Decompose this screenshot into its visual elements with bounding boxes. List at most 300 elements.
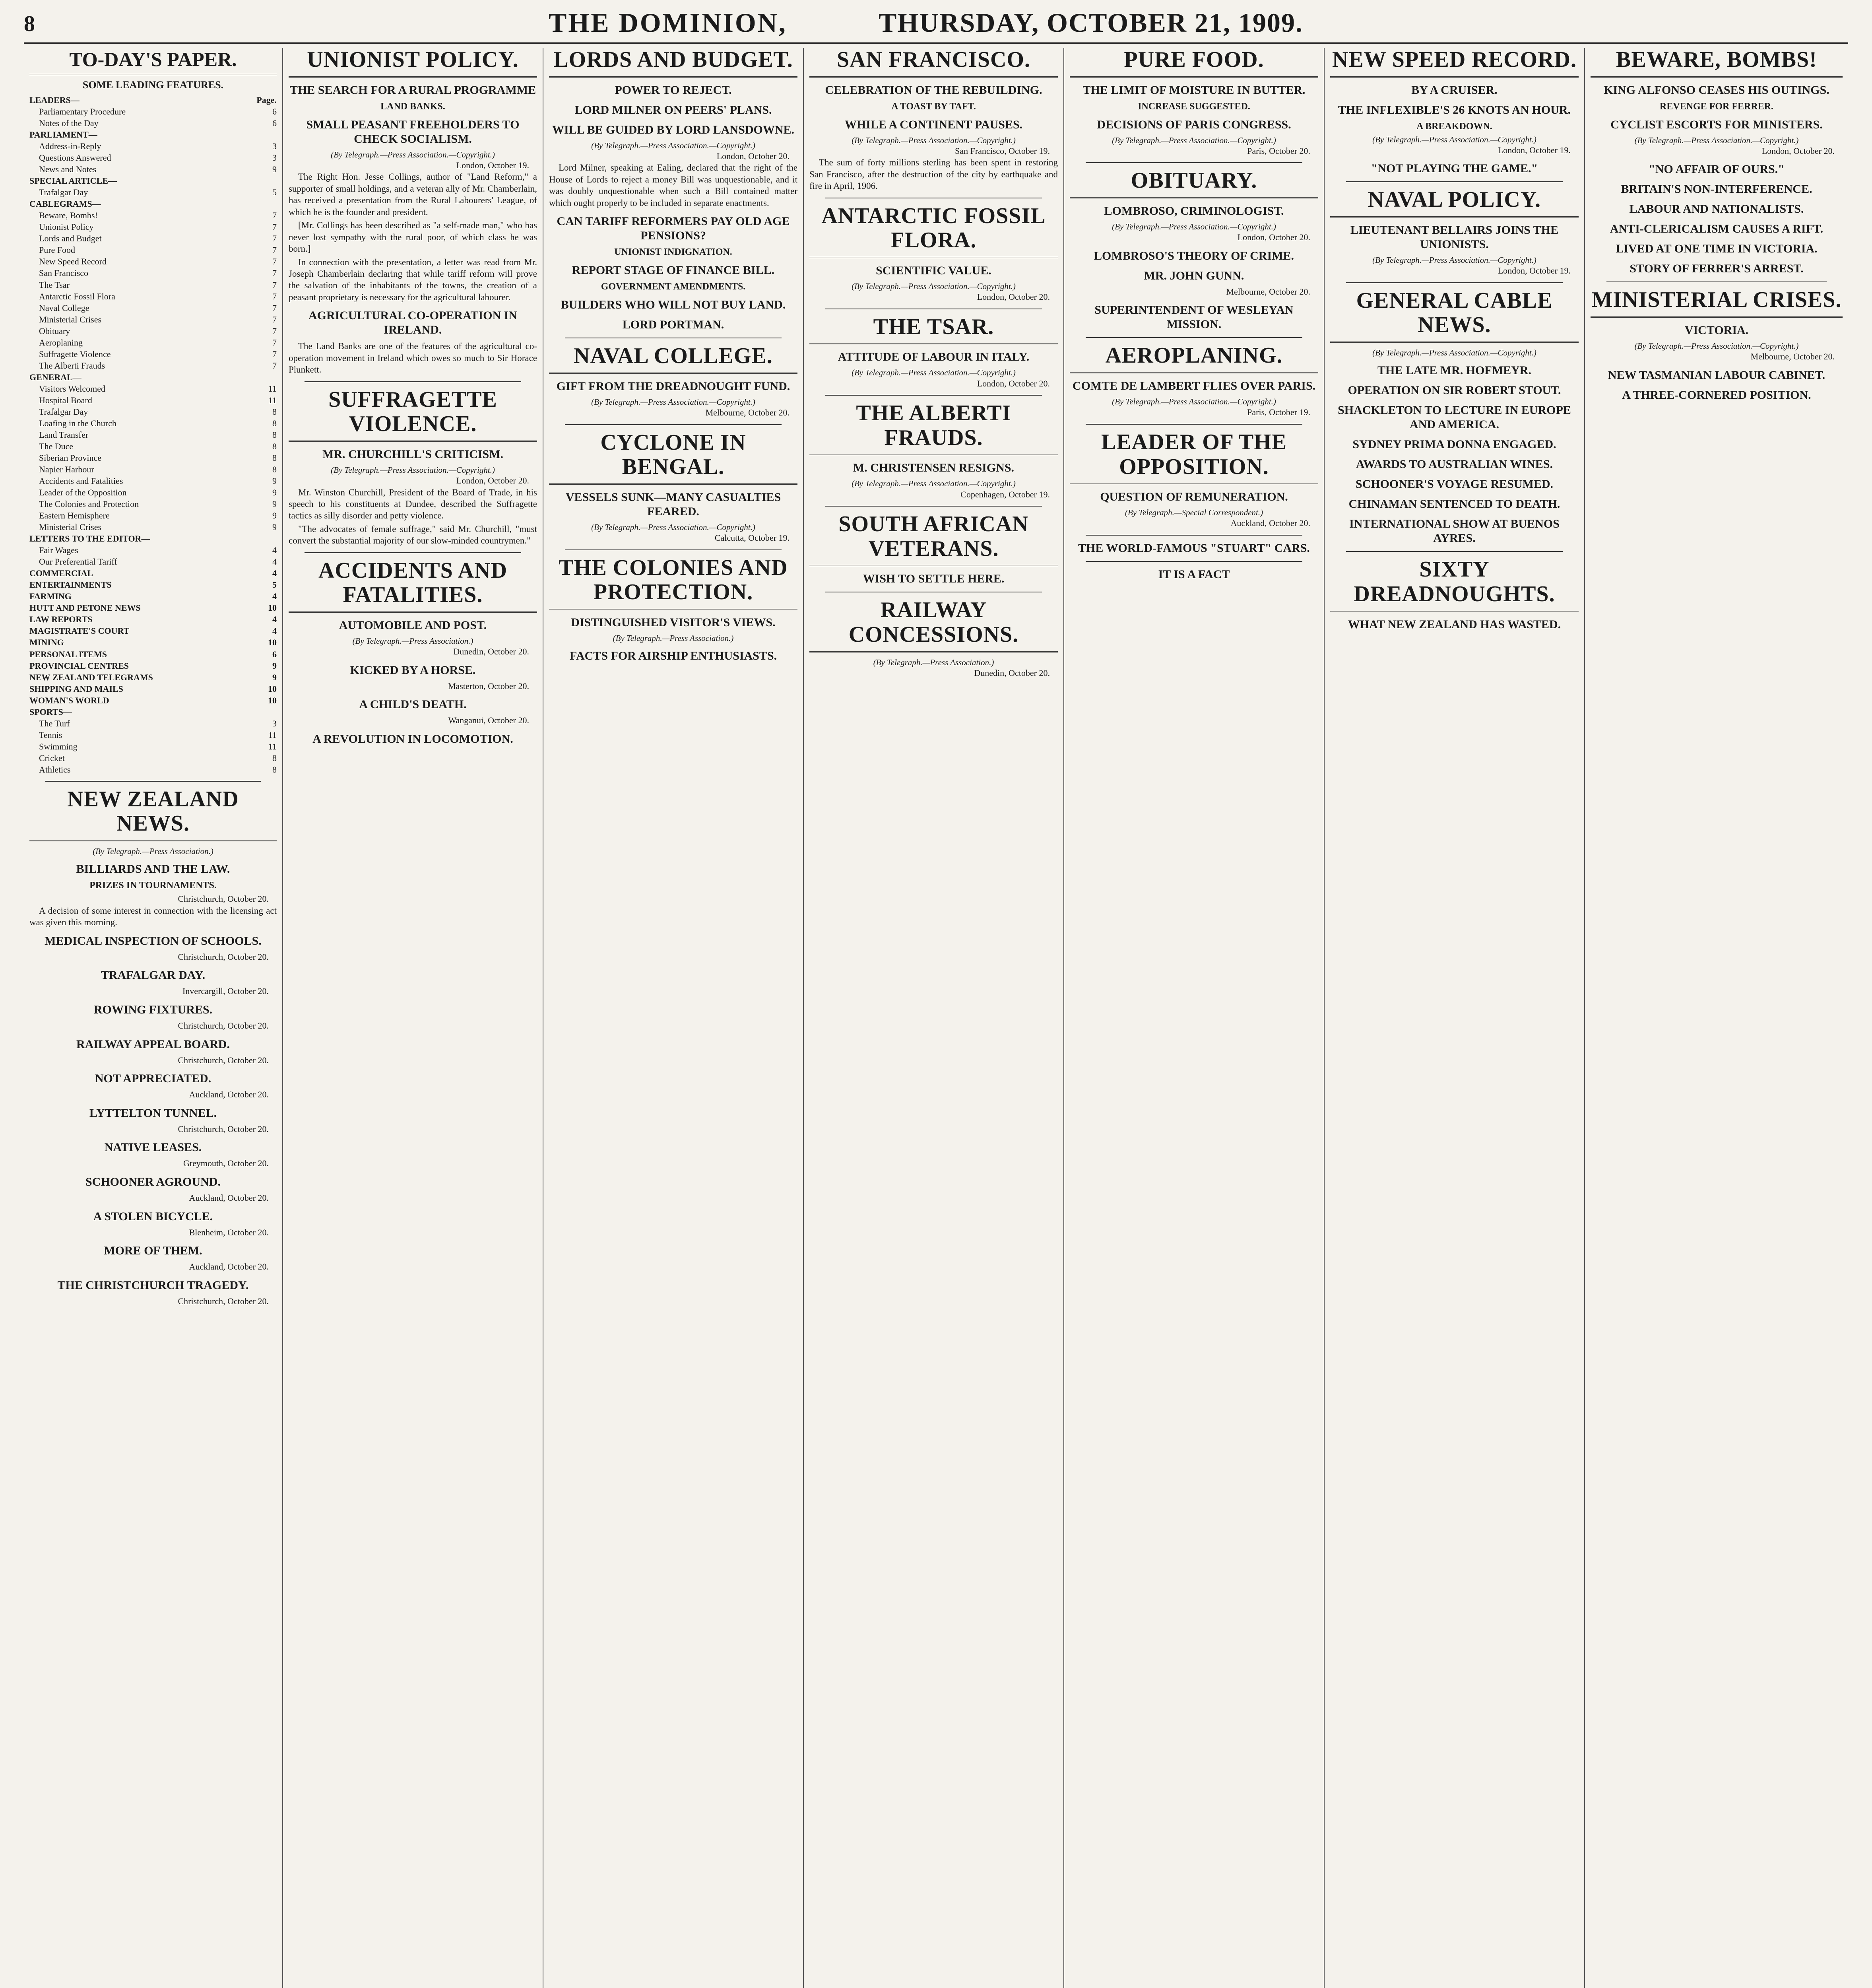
contents-page: 3: [272, 141, 277, 151]
contents-title: TO-DAY'S PAPER.: [29, 48, 277, 75]
contents-label: Naval College: [39, 303, 89, 313]
minor-headline: INCREASE SUGGESTED.: [1138, 101, 1250, 112]
subheadline: SMALL PEASANT FREEHOLDERS TO CHECK SOCIALISM.: [306, 118, 520, 146]
contents-page: [273, 129, 277, 140]
dateline: London, October 20.: [716, 151, 790, 161]
dateline: Dunedin, October 20.: [974, 668, 1050, 678]
contents-row: [29, 256, 277, 267]
contents-label: Accidents and Fatalities: [39, 476, 123, 486]
dateline: Christchurch, October 20.: [178, 951, 269, 962]
contents-page: 7: [272, 222, 277, 232]
headline: NEW SPEED RECORD.: [1330, 48, 1579, 78]
wire-credit: (By Telegraph.—Press Association.—Copyright.): [852, 135, 1016, 145]
subheadline: LYTTELTON TUNNEL.: [89, 1106, 217, 1120]
contents-page: 10: [268, 603, 277, 613]
headline: ACCIDENTS AND FATALITIES.: [289, 559, 537, 613]
dateline: Copenhagen, October 19.: [960, 489, 1050, 499]
contents-page: 10: [268, 683, 277, 694]
subheadline: A CHILD'S DEATH.: [359, 698, 467, 711]
subheadline: FACTS FOR AIRSHIP ENTHUSIASTS.: [569, 649, 777, 663]
contents-row: [29, 567, 277, 579]
contents-row: [29, 221, 277, 233]
column-rule: [305, 552, 521, 553]
paragraph: The Right Hon. Jesse Collings, author of "Land Reform," a supporter of small holdings, and a veteran ally of Mr. Chamberlain, has received a presentation from the Rural Labourers' League, of which he is the founder and president.: [289, 172, 537, 217]
dateline: Dunedin, October 20.: [453, 646, 529, 657]
headline: MINISTERIAL CRISES.: [1591, 288, 1843, 318]
contents-label: HUTT AND PETONE NEWS: [29, 603, 141, 613]
dateline: Masterton, October 20.: [448, 681, 529, 691]
contents-label: SPORTS—: [29, 707, 72, 717]
subheadline: NATIVE LEASES.: [104, 1141, 202, 1154]
column-rule: [825, 395, 1042, 396]
contents-page: Page.: [256, 95, 277, 105]
contents-page: 6: [272, 649, 277, 659]
contents-row: [29, 660, 277, 672]
headline: BEWARE, BOMBS!: [1591, 48, 1843, 78]
contents-page: 6: [272, 107, 277, 117]
subheadline: A REVOLUTION IN LOCOMOTION.: [312, 732, 513, 746]
contents-label: LETTERS TO THE EDITOR—: [29, 534, 150, 544]
contents-label: LAW REPORTS: [29, 614, 93, 625]
dateline: San Francisco, October 19.: [955, 146, 1050, 156]
subheadline: CELEBRATION OF THE REBUILDING.: [825, 83, 1042, 97]
wire-credit: (By Telegraph.—Press Association.—Copyright.): [1372, 255, 1536, 265]
contents-label: Ministerial Crises: [39, 522, 102, 532]
subheadline: COMTE DE LAMBERT FLIES OVER PARIS.: [1072, 379, 1316, 393]
dateline: Invercargill, October 20.: [182, 986, 269, 996]
subheadline: STORY OF FERRER'S ARREST.: [1630, 262, 1804, 276]
contents-page: 10: [268, 695, 277, 705]
contents-label: Hospital Board: [39, 395, 92, 405]
contents-page: 7: [272, 210, 277, 221]
subheadline: ROWING FIXTURES.: [93, 1003, 213, 1016]
headline: NAVAL COLLEGE.: [549, 344, 797, 374]
wire-credit: (By Telegraph.—Special Correspondent.): [1125, 508, 1263, 518]
contents-label: LEADERS—: [29, 95, 80, 105]
subheadline: BRITAIN'S NON-INTERFERENCE.: [1621, 182, 1812, 196]
dateline: London, October 20.: [456, 476, 529, 485]
minor-headline: A TOAST BY TAFT.: [891, 101, 976, 112]
paragraph: A decision of some interest in connection with the licensing act was given this morning.: [29, 905, 277, 928]
contents-label: Aeroplaning: [39, 337, 83, 348]
wire-credit: (By Telegraph.—Press Association.—Copyright.): [331, 149, 495, 159]
subheadline: ANTI-CLERICALISM CAUSES A RIFT.: [1610, 222, 1824, 236]
contents-row: [29, 579, 277, 590]
contents-label: The Duce: [39, 441, 74, 451]
headline: CYCLONE IN BENGAL.: [549, 431, 797, 485]
contents-page: 9: [272, 522, 277, 532]
contents-row: [29, 487, 277, 498]
contents-label: Unionist Policy: [39, 222, 94, 232]
contents-label: Obituary: [39, 326, 70, 336]
contents-page: 4: [272, 545, 277, 555]
contents-page: 4: [272, 568, 277, 579]
contents-label: Suffragette Violence: [39, 349, 111, 359]
contents-label: ENTERTAINMENTS: [29, 580, 112, 590]
contents-page: 3: [272, 153, 277, 163]
contents-row: [29, 325, 277, 337]
headline: THE TSAR.: [809, 315, 1058, 345]
dateline: Auckland, October 20.: [1230, 518, 1310, 528]
contents-row: [29, 695, 277, 706]
subheadline: NOT APPRECIATED.: [95, 1072, 211, 1085]
column-rule: [825, 506, 1042, 507]
contents-page: 6: [272, 118, 277, 128]
dateline: Wanganui, October 20.: [448, 715, 529, 726]
column-rule: [1086, 162, 1302, 163]
contents-row: [29, 683, 277, 695]
contents-page: 5: [272, 580, 277, 590]
contents-page: 10: [268, 637, 277, 648]
contents-page: 8: [272, 441, 277, 451]
dateline: Christchurch, October 20.: [178, 894, 269, 904]
contents-label: Pure Food: [39, 245, 76, 255]
dateline: Auckland, October 20.: [189, 1262, 269, 1272]
contents-label: NEW ZEALAND TELEGRAMS: [29, 672, 153, 682]
contents-subtitle: SOME LEADING FEATURES.: [82, 79, 224, 91]
subheadline: CAN TARIFF REFORMERS PAY OLD AGE PENSIONS?: [557, 215, 790, 243]
paragraph: The Land Banks are one of the features of the agricultural co-operation movement in Ireland which owes so much to Sir Horace Plunkett.: [289, 341, 537, 375]
contents-page: 7: [272, 337, 277, 348]
contents-label: FARMING: [29, 591, 72, 602]
contents-page: 3: [272, 718, 277, 728]
contents-page: 7: [272, 268, 277, 278]
contents-page: 9: [272, 476, 277, 486]
wire-credit: (By Telegraph.—Press Association.): [93, 846, 213, 856]
contents-page: 9: [272, 487, 277, 498]
headline: LORDS AND BUDGET.: [549, 48, 797, 78]
contents-row: [29, 625, 277, 637]
contents-label: Antarctic Fossil Flora: [39, 291, 115, 301]
contents-row: [29, 94, 277, 106]
contents-page: 7: [272, 314, 277, 324]
subheadline: RAILWAY APPEAL BOARD.: [76, 1037, 230, 1051]
contents-label: SHIPPING AND MAILS: [29, 683, 123, 694]
contents-row: [29, 244, 277, 256]
dateline: London, October 20.: [977, 378, 1050, 388]
subheadline: WHAT NEW ZEALAND HAS WASTED.: [1348, 617, 1561, 631]
subheadline: ATTITUDE OF LABOUR IN ITALY.: [838, 350, 1030, 364]
minor-headline: LAND BANKS.: [380, 101, 445, 112]
wire-credit: (By Telegraph.—Press Association.—Copyright.): [1372, 134, 1536, 144]
wire-credit: (By Telegraph.—Press Association.—Copyright.): [1112, 397, 1276, 407]
subheadline: SCIENTIFIC VALUE.: [876, 264, 991, 277]
contents-label: Tennis: [39, 730, 62, 740]
paragraph: Mr. Winston Churchill, President of the Board of Trade, in his speech to his constituents at Dundee, described the Suffragette tactics as silly disorder and petty violence.: [289, 487, 537, 521]
contents-label: MINING: [29, 637, 64, 648]
contents-page: 7: [272, 303, 277, 313]
contents-page: 7: [272, 280, 277, 290]
contents-row: [29, 140, 277, 152]
headline: THE ALBERTI FRAUDS.: [809, 401, 1058, 455]
dateline: Paris, October 19.: [1247, 407, 1310, 417]
dateline: London, October 20.: [1237, 232, 1310, 243]
paper-name: THE DOMINION,: [549, 8, 787, 38]
contents-row: [29, 752, 277, 764]
contents-row: [29, 590, 277, 602]
dateline: London, October 19.: [456, 160, 529, 170]
column-rule: [1346, 181, 1563, 182]
contents-page: 8: [272, 753, 277, 763]
minor-headline: A BREAKDOWN.: [1416, 121, 1492, 132]
contents-page: 5: [272, 187, 277, 198]
contents-label: The Tsar: [39, 280, 70, 290]
subheadline: SUPERINTENDENT OF WESLEYAN MISSION.: [1094, 303, 1294, 331]
contents-label: New Speed Record: [39, 256, 107, 267]
contents-label: Trafalgar Day: [39, 187, 88, 198]
contents-label: Fair Wages: [39, 545, 78, 555]
contents-label: Visitors Welcomed: [39, 383, 105, 394]
contents-page: 8: [272, 418, 277, 428]
wire-credit: (By Telegraph.—Press Association.—Copyright.): [852, 368, 1016, 378]
subheadline: DECISIONS OF PARIS CONGRESS.: [1097, 118, 1291, 131]
subheadline: BILLIARDS AND THE LAW.: [76, 862, 230, 876]
dateline: Greymouth, October 20.: [183, 1158, 269, 1169]
headline: PURE FOOD.: [1070, 48, 1318, 78]
dateline: London, October 19.: [1498, 266, 1571, 276]
column-rule: [565, 549, 782, 550]
column-san-francisco: [803, 48, 1063, 1988]
contents-page: 7: [272, 233, 277, 244]
dateline: Auckland, October 20.: [189, 1192, 269, 1203]
contents-page: 9: [272, 511, 277, 521]
column-beware-bombs: [1584, 48, 1848, 1988]
dateline: Melbourne, October 20.: [1750, 351, 1835, 362]
subheadline: THE INFLEXIBLE'S 26 KNOTS AN HOUR.: [1338, 103, 1571, 116]
contents-row: [29, 291, 277, 302]
wire-credit: (By Telegraph.—Press Association.—Copyright.): [591, 397, 755, 407]
subheadline: KING ALFONSO CEASES HIS OUTINGS.: [1604, 83, 1829, 97]
contents-page: 7: [272, 326, 277, 336]
subheadline: SHACKLETON TO LECTURE IN EUROPE AND AMERICA.: [1338, 404, 1571, 431]
headline: NEW ZEALAND NEWS.: [29, 787, 277, 841]
dateline: London, October 20.: [977, 292, 1050, 302]
headline: SIXTY DREADNOUGHTS.: [1330, 557, 1579, 612]
column-rule: [1346, 282, 1563, 283]
subheadline: VICTORIA.: [1684, 324, 1749, 337]
contents-label: Our Preferential Tariff: [39, 557, 117, 567]
contents-row: [29, 314, 277, 325]
subheadline: MEDICAL INSPECTION OF SCHOOLS.: [45, 934, 262, 947]
dateline: Christchurch, October 20.: [178, 1055, 269, 1065]
wire-credit: (By Telegraph.—Press Association.—Copyright.): [1112, 222, 1276, 232]
contents-page: [273, 198, 277, 210]
contents-row: [29, 406, 277, 417]
column-rule: [1086, 337, 1302, 338]
subheadline: POWER TO REJECT.: [615, 83, 732, 97]
column-new-speed-record: [1324, 48, 1584, 1988]
contents-page: 8: [272, 452, 277, 463]
contents-row: [29, 441, 277, 452]
contents-row: [29, 510, 277, 521]
subheadline: BY A CRUISER.: [1411, 83, 1498, 97]
contents-label: Lords and Budget: [39, 233, 102, 244]
wire-credit: (By Telegraph.—Press Association.—Copyright.): [1634, 135, 1799, 145]
wire-credit: (By Telegraph.—Press Association.): [873, 657, 994, 667]
contents-row: [29, 637, 277, 648]
subheadline: THE CHRISTCHURCH TRAGEDY.: [57, 1278, 249, 1292]
contents-row: [29, 429, 277, 441]
subheadline: NEW TASMANIAN LABOUR CABINET.: [1608, 368, 1825, 382]
subheadline: BUILDERS WHO WILL NOT BUY LAND.: [561, 298, 786, 312]
contents-page: 4: [272, 626, 277, 636]
subheadline: LORD PORTMAN.: [622, 318, 724, 332]
contents-row: [29, 129, 277, 140]
contents-page: 7: [272, 291, 277, 301]
contents-row: [29, 602, 277, 613]
contents-row: [29, 383, 277, 394]
contents-page: 7: [272, 349, 277, 359]
column-rule: [1086, 561, 1302, 562]
headline: ANTARCTIC FOSSIL FLORA.: [809, 204, 1058, 258]
paragraph: "The advocates of female suffrage," said Mr. Churchill, "must convert the substantial majority of our slow-minded countrymen.": [289, 524, 537, 546]
dateline: Christchurch, October 20.: [178, 1124, 269, 1134]
contents-row: [29, 764, 277, 775]
subheadline: "NOT PLAYING THE GAME.": [1371, 162, 1538, 175]
contents-label: Athletics: [39, 764, 71, 775]
minor-headline: REVENGE FOR FERRER.: [1659, 101, 1774, 112]
contents-row: [29, 186, 277, 198]
wire-credit: (By Telegraph.—Press Association.—Copyright.): [591, 140, 755, 150]
contents-label: Address-in-Reply: [39, 141, 101, 151]
contents-label: Eastern Hemisphere: [39, 511, 110, 521]
contents-page: 7: [272, 245, 277, 255]
paragraph: Lord Milner, speaking at Ealing, declared that the right of the House of Lords to reject a money Bill was unquestionable, and it was doubly unquestionable when such a Bill contained matter which ought properly to be included in separate enactments.: [549, 163, 797, 208]
paragraph: [Mr. Collings has been described as "a self-made man," who has never lost sympathy with the rural poor, of which class he was born.]: [289, 220, 537, 254]
contents-row: [29, 741, 277, 752]
contents-row: [29, 533, 277, 544]
subheadline: MR. CHURCHILL'S CRITICISM.: [322, 447, 504, 461]
contents-row: [29, 152, 277, 163]
contents-row: [29, 648, 277, 660]
contents-page: 9: [272, 672, 277, 682]
contents-row: [29, 464, 277, 475]
headline: UNIONIST POLICY.: [289, 48, 537, 78]
subheadline: GIFT FROM THE DREADNOUGHT FUND.: [556, 379, 790, 393]
contents-row: [29, 117, 277, 129]
column-rule: [305, 381, 521, 382]
contents-page: 11: [268, 395, 277, 405]
column-rule: [1086, 535, 1302, 536]
contents-row: [29, 175, 277, 186]
contents-label: Cricket: [39, 753, 65, 763]
contents-row: [29, 417, 277, 429]
contents-label: PARLIAMENT—: [29, 130, 97, 140]
dateline: London, October 19.: [1498, 145, 1571, 155]
contents-label: Land Transfer: [39, 429, 89, 440]
contents-page: 8: [272, 764, 277, 775]
contents-label: Questions Answered: [39, 153, 111, 163]
headline: GENERAL CABLE NEWS.: [1330, 289, 1579, 343]
subheadline: THE SEARCH FOR A RURAL PROGRAMME: [289, 83, 536, 97]
contents-label: Swimming: [39, 741, 78, 751]
contents-page: 9: [272, 499, 277, 509]
subheadline: LOMBROSO, CRIMINOLOGIST.: [1104, 204, 1284, 218]
minor-headline: PRIZES IN TOURNAMENTS.: [89, 880, 217, 891]
wire-credit: (By Telegraph.—Press Association.—Copyright.): [852, 281, 1016, 291]
column-rule: [45, 781, 261, 782]
contents-label: Beware, Bombs!: [39, 210, 98, 221]
contents-label: Siberian Province: [39, 452, 102, 463]
contents-row: [29, 672, 277, 683]
paragraph: The sum of forty millions sterling has been spent in restoring San Francisco, after the destruction of the city by earthquake and fire in April, 1906.: [809, 157, 1058, 191]
subheadline: SYDNEY PRIMA DONNA ENGAGED.: [1352, 438, 1556, 451]
contents-row: [29, 729, 277, 741]
contents-row: [29, 452, 277, 464]
contents-label: Notes of the Day: [39, 118, 99, 128]
subheadline: LIEUTENANT BELLAIRS JOINS THE UNIONISTS.: [1350, 223, 1559, 251]
subheadline: INTERNATIONAL SHOW AT BUENOS AYRES.: [1349, 517, 1560, 545]
headline: OBITUARY.: [1070, 169, 1318, 198]
contents-page: 7: [272, 360, 277, 371]
subheadline: VESSELS SUNK—MANY CASUALTIES FEARED.: [565, 490, 781, 518]
wire-credit: (By Telegraph.—Press Association.—Copyright.): [591, 522, 755, 532]
subheadline: THE LIMIT OF MOISTURE IN BUTTER.: [1082, 83, 1306, 97]
contents-label: Ministerial Crises: [39, 314, 102, 324]
wire-credit: (By Telegraph.—Press Association.—Copyright.): [1372, 348, 1536, 358]
contents-label: The Colonies and Protection: [39, 499, 139, 509]
contents-page: 11: [268, 741, 277, 751]
column-unionist-policy: [282, 48, 543, 1988]
contents-label: San Francisco: [39, 268, 89, 278]
subheadline: TRAFALGAR DAY.: [101, 969, 206, 982]
dateline: Christchurch, October 20.: [178, 1296, 269, 1306]
wire-credit: (By Telegraph.—Press Association.—Copyright.): [331, 465, 495, 475]
dateline: Auckland, October 20.: [189, 1089, 269, 1100]
headline: LEADER OF THE OPPOSITION.: [1070, 430, 1318, 484]
contents-row: [29, 475, 277, 487]
contents-row: [29, 279, 277, 291]
column-rule: [1086, 424, 1302, 425]
masthead: [24, 7, 1848, 39]
contents-label: The Turf: [39, 718, 70, 728]
date-line: THURSDAY, OCTOBER 21, 1909.: [879, 8, 1303, 38]
subheadline: REPORT STAGE OF FINANCE BILL.: [572, 264, 775, 277]
column-lords-and-budget: [543, 48, 803, 1988]
contents-label: News and Notes: [39, 164, 97, 175]
dateline: Blenheim, October 20.: [189, 1227, 269, 1237]
subheadline: AGRICULTURAL CO-OPERATION IN IRELAND.: [308, 309, 518, 337]
subheadline: MORE OF THEM.: [104, 1244, 202, 1258]
headline: AEROPLANING.: [1070, 344, 1318, 373]
subheadline: LORD MILNER ON PEERS' PLANS.: [574, 103, 772, 116]
headline: NAVAL POLICY.: [1330, 188, 1579, 217]
contents-label: SPECIAL ARTICLE—: [29, 176, 117, 186]
contents-page: [273, 175, 277, 186]
contents-page: 8: [272, 429, 277, 440]
contents-page: 9: [272, 164, 277, 175]
contents-page: [273, 533, 277, 544]
contents-label: Loafing in the Church: [39, 418, 116, 428]
contents-row: [29, 360, 277, 371]
contents-page: 7: [272, 256, 277, 267]
contents-page: 4: [272, 591, 277, 602]
dateline: Calcutta, October 19.: [714, 533, 790, 543]
contents-page: 11: [268, 383, 277, 394]
contents-label: Napier Harbour: [39, 464, 94, 474]
subheadline: LOMBROSO'S THEORY OF CRIME.: [1094, 249, 1294, 262]
subheadline: AUTOMOBILE AND POST.: [339, 618, 487, 632]
contents-page: 4: [272, 557, 277, 567]
subheadline: THE WORLD-FAMOUS "STUART" CARS.: [1078, 541, 1310, 555]
column-rule: [1346, 551, 1563, 552]
minor-headline: GOVERNMENT AMENDMENTS.: [601, 282, 746, 292]
subheadline: CYCLIST ESCORTS FOR MINISTERS.: [1610, 118, 1823, 131]
headline: SOUTH AFRICAN VETERANS.: [809, 512, 1058, 566]
dateline: Paris, October 20.: [1247, 146, 1310, 156]
contents-row: [29, 371, 277, 383]
subheadline: OPERATION ON SIR ROBERT STOUT.: [1348, 384, 1561, 397]
